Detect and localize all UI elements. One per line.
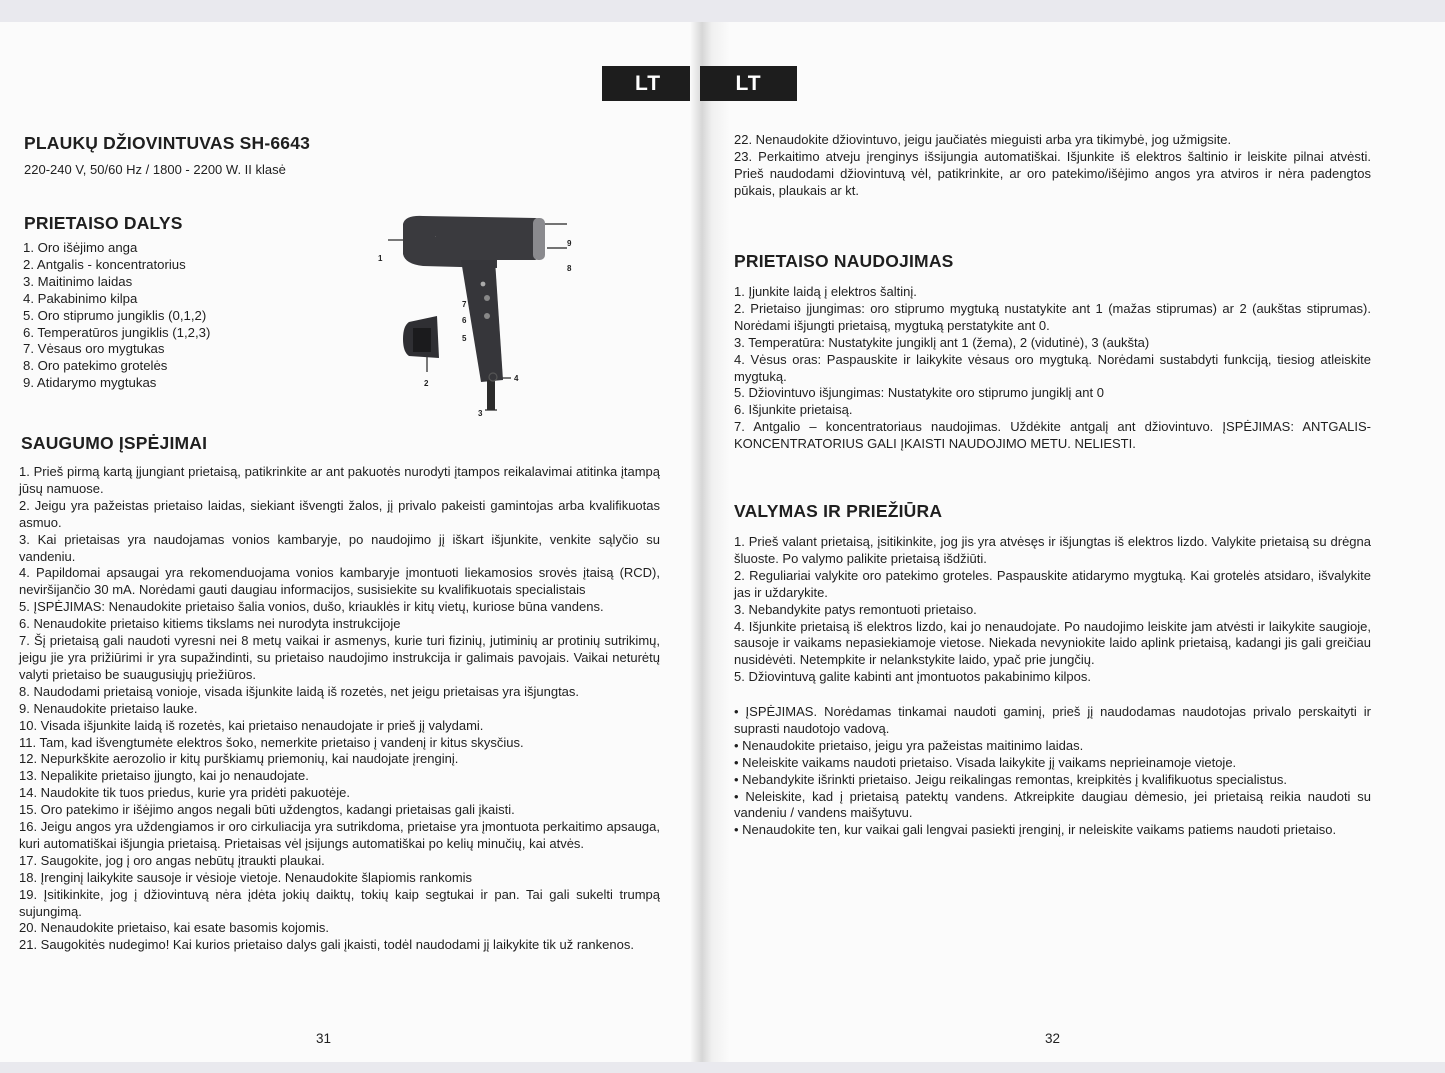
cleaning-list [734, 534, 1371, 686]
list-item: 1. Įjunkite laidą į elektros šaltinį. [734, 284, 917, 299]
page-number-left: 31 [316, 1031, 332, 1046]
callout-9: 9 [567, 239, 572, 248]
callout-2: 2 [424, 379, 429, 388]
list-item: 12. Nepurkškite aerozolio ir kitų purškiamų priemonių, kai naudojate įrenginį. [19, 751, 459, 767]
list-item: • Neleiskite vaikams naudoti prietaiso. Visada laikykite jį vaikams neprieinamoje vietoje. [734, 754, 1237, 770]
callout-3: 3 [478, 409, 483, 418]
usage-heading: PRIETAISO NAUDOJIMAS [734, 251, 954, 271]
product-specs: 220-240 V, 50/60 Hz / 1800 - 2200 W. II klasė [24, 162, 286, 177]
safety-continued [734, 132, 1371, 200]
list-item: 4. Papildomai apsaugai yra rekomenduojama vonios kambaryje įmontuoti liekamosios srovės įtaisą (RCD), neviršijančio 30 mA. Norėdami gauti daugiau informacijos, susisiekite su kvalifikuotais specialistais [19, 565, 660, 598]
list-item: 10. Visada išjunkite laidą iš rozetės, kai prietaiso nenaudojate ir prieš jį valydami. [19, 717, 484, 733]
list-item: 6. Nenaudokite prietaiso kitiems tikslams nei nurodyta instrukcijoje [19, 616, 401, 632]
list-item: 15. Oro patekimo ir išėjimo angos negali būti uždengtos, kadangi prietaisas gali įkaisti. [19, 802, 515, 818]
callout-5: 5 [462, 334, 467, 343]
list-item: 3. Nebandykite patys remontuoti prietaiso. [734, 601, 977, 617]
list-item: 13. Nepalikite prietaiso įjungto, kai jo nenaudojate. [19, 768, 309, 784]
list-item: 5. Oro stiprumo jungiklis (0,1,2) [23, 307, 207, 323]
warnings-list [734, 704, 1371, 839]
list-item: 11. Tam, kad išvengtumėte elektros šoko, nemerkite prietaiso į vandenį ir kitus skysčius. [19, 734, 524, 750]
list-item: 1. Prieš valant prietaisą, įsitikinkite, jog jis yra atvėsęs ir išjungtas iš elektros lizdo. Valykite prietaisą su drėgna šluoste. Po valymo palikite prietaisą išdžiūti. [734, 534, 1371, 566]
list-item: 5. Džiovintuvo išjungimas: Nustatykite oro stiprumo jungiklį ant 0 [734, 385, 1104, 401]
list-item: • Nenaudokite ten, kur vaikai gali lengvai pasiekti įrenginį, ir neleiskite vaikams patiems naudoti prietaiso. [734, 822, 1337, 838]
parts-list [23, 240, 210, 392]
list-item: 2. Prietaiso įjungimas: oro stiprumo mygtuką nustatykite ant 1 (mažas stiprumas) ar 2 (aukštas stiprumas). Norėdami išjungti prietaisą, mygtuką perstatykite ant 0. [734, 300, 1371, 333]
list-item: • Nebandykite išrinkti prietaiso. Jeigu reikalingas remontas, kreipkitės į kvalifikuotus specialistus. [734, 771, 1287, 787]
page-number-right: 32 [1045, 1031, 1061, 1046]
callout-6: 6 [462, 316, 467, 325]
concentrator-nozzle [403, 316, 439, 358]
list-item: 22. Nenaudokite džiovintuvo, jeigu jaučiatės mieguisti arba yra tikimybė, jog užmigsite. [734, 132, 1232, 147]
list-item: • Nenaudokite prietaiso, jeigu yra pažeistas maitinimo laidas. [734, 737, 1084, 753]
list-item: 1. Oro išėjimo anga [23, 240, 138, 255]
list-item: 4. Vėsus oras: Paspauskite ir laikykite vėsaus oro mygtuką. Norėdami sustabdyti funkciją, tiesiog atleiskite mygtuką. [734, 351, 1371, 384]
hair-dryer-diagram [375, 212, 585, 412]
list-item: 8. Oro patekimo grotelės [23, 358, 168, 374]
list-item: 9. Atidarymo mygtukas [23, 375, 157, 391]
list-item: 7. Antgalio – koncentratoriaus naudojimas. Uždėkite antgalį ant džiovintuvo. ĮSPĖJIMAS: ANTGALIS-KONCENTRATORIUS GALI ĮKAISTI NAUDOJIMO METU. NELIESTI. [734, 419, 1371, 452]
page-left [0, 22, 700, 1062]
list-item: 20. Nenaudokite prietaiso, kai esate basomis kojomis. [19, 920, 329, 936]
list-item: 7. Vėsaus oro mygtukas [23, 341, 165, 357]
list-item: 3. Kai prietaisas yra naudojamas vonios kambaryje, po naudojimo jį iškart išjunkite, venkite sąlyčio su vandeniu. [19, 531, 660, 564]
callout-8: 8 [567, 264, 572, 273]
list-item: 7. Šį prietaisą gali naudoti vyresni nei 8 metų vaikai ir asmenys, kurie turi fizinių, jutiminių ar protinių sutrikimų, jeigu jie yra prižiūrimi ir yra supažindinti, su prietaiso naudojimo instrukcija ir galimais pavojais. Vaikai neturėtų valyti prietaiso be suaugusiųjų priežiūros. [19, 633, 660, 682]
list-item: 2. Reguliariai valykite oro patekimo groteles. Paspauskite atidarymo mygtuką. Kai grotelės atsidaro, išvalykite jas ir uždarykite. [734, 567, 1371, 600]
list-item: 19. Įsitikinkite, jog į džiovintuvą nėra įdėta jokių daiktų, tokių kaip segtukai ir pan. Tai gali sukelti trumpą sujungimą. [19, 886, 660, 919]
list-item: 18. Įrenginį laikykite sausoje ir vėsioje vietoje. Nenaudokite šlapiomis rankomis [19, 869, 473, 885]
list-item: 6. Išjunkite prietaisą. [734, 402, 853, 418]
list-item: 14. Naudokite tik tuos priedus, kurie yra pridėti pakuotėje. [19, 785, 350, 801]
callout-1: 1 [378, 254, 383, 263]
list-item: • ĮSPĖJIMAS. Norėdamas tinkamai naudoti gaminį, prieš jį naudodamas naudotojas privalo perskaityti ir suprasti naudotojo vadovą. [734, 704, 1371, 736]
language-tab-right: LT [700, 66, 797, 101]
product-title: PLAUKŲ DŽIOVINTUVAS SH-6643 [24, 133, 311, 153]
list-item: 21. Saugokitės nudegimo! Kai kurios prietaiso dalys gali įkaisti, todėl naudodami jį laikykite tik už rankenos. [19, 937, 634, 953]
list-item: 5. Džiovintuvą galite kabinti ant įmontuotos pakabinimo kilpos. [734, 669, 1091, 685]
list-item: 6. Temperatūros jungiklis (1,2,3) [23, 324, 211, 340]
cleaning-heading: VALYMAS IR PRIEŽIŪRA [734, 501, 943, 521]
list-item: 8. Naudodami prietaisą vonioje, visada išjunkite laidą iš rozetės, net jeigu prietaisas yra išjungtas. [19, 683, 580, 699]
usage-list [734, 284, 1371, 453]
list-item: 5. ĮSPĖJIMAS: Nenaudokite prietaiso šalia vonios, dušo, kriauklės ir kitų vietų, kuriose būna vandens. [19, 599, 604, 615]
callout-4: 4 [514, 374, 519, 383]
callout-7: 7 [462, 300, 467, 309]
list-item: • Neleiskite, kad į prietaisą patektų vandens. Atkreipkite daugiau dėmesio, jei prietaisą reikia naudoti su vandeniu / vandens maišytuvu. [734, 788, 1371, 821]
list-item: 3. Maitinimo laidas [23, 273, 133, 289]
list-item: 23. Perkaitimo atveju įrenginys išsijungia automatiškai. Išjunkite iš elektros šaltinio ir leiskite pilnai atvėsti. Prieš naudodami džiovintuvą vėl, patikrinkite, ar oro patekimo/išėjimo angos yra atviros ir nėra padengtos pūkais, plaukais ar kt. [734, 148, 1371, 198]
parts-heading: PRIETAISO DALYS [24, 213, 183, 233]
list-item: 3. Temperatūra: Nustatykite jungiklį ant 1 (žema), 2 (vidutinė), 3 (aukšta) [734, 334, 1150, 350]
list-item: 4. Išjunkite prietaisą iš elektros lizdo, kai jo nenaudojate. Po naudojimo leiskite jam atvėsti ir laikykite saugioje, sausoje ir vaikams nepasiekiamoje vietose. Niekada nevyniokite laido aplink prietaisą, kadangi jis gali greičiau nusidėvėti. Netempkite ir nelankstykite laido, ypač prie jungčių. [734, 618, 1371, 668]
page-right [700, 22, 1445, 1062]
list-item: 2. Antgalis - koncentratorius [23, 256, 186, 272]
list-item: 4. Pakabinimo kilpa [23, 290, 138, 306]
svg-text:·: · [435, 234, 437, 239]
list-item: 16. Jeigu angos yra uždengiamos ir oro cirkuliacija yra sutrikdoma, prietaise yra įmontuota perkaitimo apsauga, kuri automatiškai išjungia prietaisą. Prietaisas vėl įsijungs automatiškai po kelių minučių, kai atvės. [19, 819, 660, 851]
list-item: 1. Prieš pirmą kartą įjungiant prietaisą, patikrinkite ar ant pakuotės nurodyti įtampos reikalavimai atitinka įtampą jūsų namuose. [19, 464, 660, 496]
manual-spread [0, 22, 1445, 1062]
language-tab-left: LT [602, 66, 694, 101]
list-item: 9. Nenaudokite prietaiso lauke. [19, 700, 198, 716]
safety-heading: SAUGUMO ĮSPĖJIMAI [21, 433, 208, 453]
safety-list [19, 464, 660, 954]
list-item: 17. Saugokite, jog į oro angas nebūtų įtraukti plaukai. [19, 852, 325, 868]
list-item: 2. Jeigu yra pažeistas prietaiso laidas, siekiant išvengti žalos, jį privalo pakeisti gamintojas arba kvalifikuotas asmuo. [19, 497, 660, 530]
